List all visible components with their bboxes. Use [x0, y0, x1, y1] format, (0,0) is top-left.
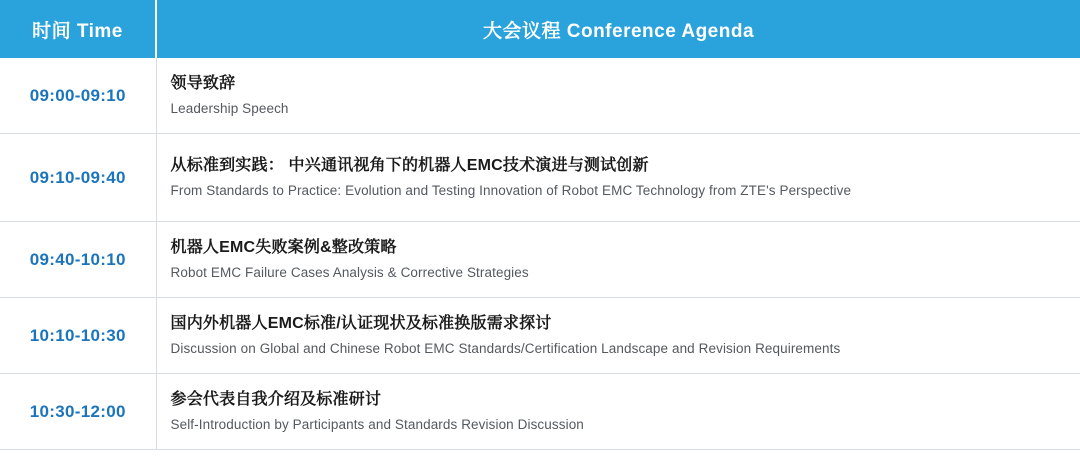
session-title-en: Self-Introduction by Participants and Standards Revision Discussion: [170, 417, 584, 433]
session-title-en: From Standards to Practice: Evolution and Testing Innovation of Robot EMC Technology from ZTE's Perspective: [170, 183, 852, 199]
session-title-en: Leadership Speech: [170, 101, 289, 117]
table-body: [0, 58, 1080, 450]
table-row: [0, 374, 1080, 450]
session-title-cn: 从标准到实践： 中兴通讯视角下的机器人EMC技术演进与测试创新: [170, 157, 649, 175]
session-time: 10:10-10:30: [0, 298, 156, 374]
session-title-cn: 机器人EMC失败案例&整改策略: [170, 239, 397, 257]
session-time: 09:00-09:10: [0, 58, 156, 134]
session-time: 10:30-12:00: [0, 374, 156, 450]
session-description: [156, 298, 1080, 374]
session-title-cn: 领导致辞: [170, 75, 236, 92]
session-time: 09:40-10:10: [0, 222, 156, 298]
session-description: [156, 374, 1080, 450]
table-header: [0, 0, 1080, 58]
session-description: [156, 222, 1080, 298]
table-row: [0, 298, 1080, 374]
session-title-cn: 国内外机器人EMC标准/认证现状及标准换版需求探讨: [170, 315, 552, 333]
session-time: 09:10-09:40: [0, 134, 156, 222]
table-row: [0, 222, 1080, 298]
session-title-en: Robot EMC Failure Cases Analysis & Corrective Strategies: [170, 265, 529, 281]
column-header-agenda: 大会议程 Conference Agenda: [156, 0, 1080, 58]
table-row: [0, 58, 1080, 134]
session-title-cn: 参会代表自我介绍及标准研讨: [170, 391, 382, 409]
table-row: [0, 134, 1080, 222]
header-row: [0, 0, 1080, 58]
session-title-en: Discussion on Global and Chinese Robot EMC Standards/Certification Landscape and Revision Requirements: [170, 341, 841, 357]
session-description: [156, 58, 1080, 134]
column-header-time: 时间 Time: [0, 0, 156, 58]
session-description: [156, 134, 1080, 222]
